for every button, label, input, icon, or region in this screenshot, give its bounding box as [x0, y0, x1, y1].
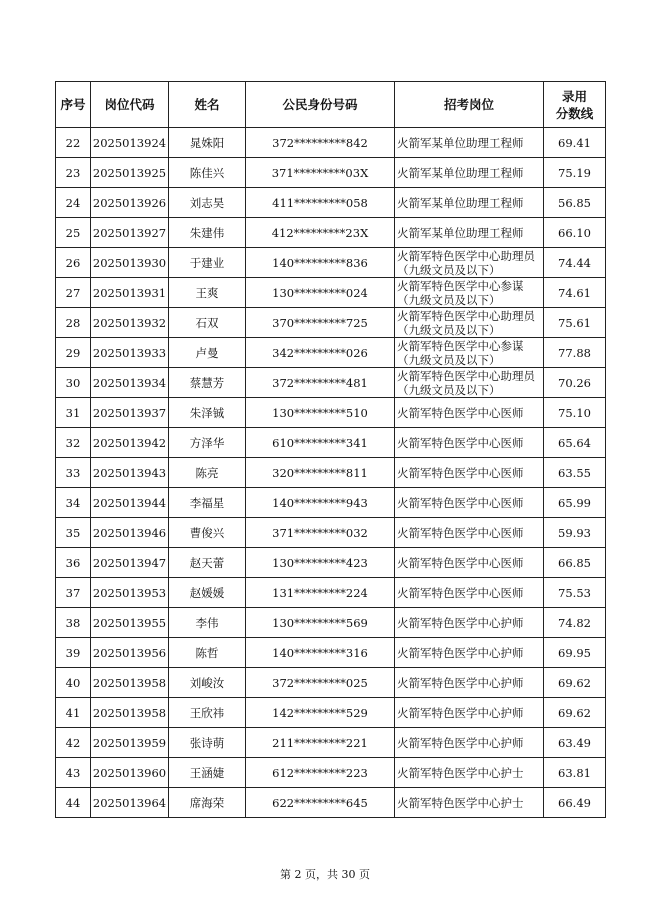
cell-position-code: 2025013927	[91, 218, 169, 248]
cell-score: 63.81	[544, 758, 606, 788]
cell-score: 56.85	[544, 188, 606, 218]
table-row	[56, 548, 606, 578]
cell-name: 王欣祎	[169, 698, 246, 728]
table-body	[56, 128, 606, 818]
cell-name: 赵媛媛	[169, 578, 246, 608]
table-row	[56, 578, 606, 608]
cell-post: 火箭军特色医学中心护士	[395, 788, 544, 818]
cell-position-code: 2025013944	[91, 488, 169, 518]
cell-name: 于建业	[169, 248, 246, 278]
cell-index: 24	[56, 188, 91, 218]
cell-name: 石双	[169, 308, 246, 338]
cell-name: 李伟	[169, 608, 246, 638]
table-row	[56, 758, 606, 788]
cell-post: 火箭军特色医学中心医师	[395, 578, 544, 608]
cell-score: 63.55	[544, 458, 606, 488]
table-row	[56, 368, 606, 398]
cell-name: 曹俊兴	[169, 518, 246, 548]
cell-id-number: 140*********836	[246, 248, 395, 278]
table-row	[56, 668, 606, 698]
cell-index: 28	[56, 308, 91, 338]
table-header-row	[56, 82, 606, 128]
cell-post: 火箭军特色医学中心护师	[395, 728, 544, 758]
cell-index: 31	[56, 398, 91, 428]
cell-id-number: 130*********423	[246, 548, 395, 578]
cell-name: 陈哲	[169, 638, 246, 668]
table-row	[56, 488, 606, 518]
table-row	[56, 728, 606, 758]
cell-index: 30	[56, 368, 91, 398]
cell-position-code: 2025013931	[91, 278, 169, 308]
cell-index: 33	[56, 458, 91, 488]
cell-id-number: 130*********569	[246, 608, 395, 638]
cell-index: 32	[56, 428, 91, 458]
cell-id-number: 371*********03X	[246, 158, 395, 188]
cell-index: 37	[56, 578, 91, 608]
cell-index: 27	[56, 278, 91, 308]
cell-score: 77.88	[544, 338, 606, 368]
cell-score: 69.62	[544, 698, 606, 728]
cell-score: 69.95	[544, 638, 606, 668]
cell-score: 59.93	[544, 518, 606, 548]
cell-score: 69.41	[544, 128, 606, 158]
cell-id-number: 610*********341	[246, 428, 395, 458]
table-row	[56, 218, 606, 248]
header-post: 招考岗位	[395, 82, 544, 128]
cell-index: 40	[56, 668, 91, 698]
cell-post: 火箭军特色医学中心护士	[395, 758, 544, 788]
cell-position-code: 2025013947	[91, 548, 169, 578]
cell-position-code: 2025013959	[91, 728, 169, 758]
cell-post: 火箭军特色医学中心医师	[395, 398, 544, 428]
cell-score: 74.82	[544, 608, 606, 638]
header-index: 序号	[56, 82, 91, 128]
cell-post: 火箭军特色医学中心助理员（九级文员及以下）	[395, 248, 544, 278]
table-row	[56, 158, 606, 188]
cell-position-code: 2025013958	[91, 668, 169, 698]
cell-name: 刘志昊	[169, 188, 246, 218]
cell-id-number: 372*********842	[246, 128, 395, 158]
cell-position-code: 2025013955	[91, 608, 169, 638]
cell-id-number: 130*********510	[246, 398, 395, 428]
cell-index: 34	[56, 488, 91, 518]
header-score-line1: 录用	[561, 88, 587, 104]
cell-name: 陈亮	[169, 458, 246, 488]
cell-id-number: 140*********943	[246, 488, 395, 518]
table-row	[56, 788, 606, 818]
table-row	[56, 278, 606, 308]
table-row	[56, 188, 606, 218]
cell-position-code: 2025013930	[91, 248, 169, 278]
cell-post: 火箭军特色医学中心医师	[395, 458, 544, 488]
cell-name: 朱泽铖	[169, 398, 246, 428]
cell-id-number: 140*********316	[246, 638, 395, 668]
cell-id-number: 320*********811	[246, 458, 395, 488]
cell-score: 65.99	[544, 488, 606, 518]
cell-index: 23	[56, 158, 91, 188]
cell-score: 75.10	[544, 398, 606, 428]
cell-score: 66.85	[544, 548, 606, 578]
cell-name: 卢曼	[169, 338, 246, 368]
cell-position-code: 2025013964	[91, 788, 169, 818]
cell-position-code: 2025013943	[91, 458, 169, 488]
cell-id-number: 131*********224	[246, 578, 395, 608]
cell-index: 36	[56, 548, 91, 578]
cell-name: 方泽华	[169, 428, 246, 458]
table-row	[56, 458, 606, 488]
cell-name: 李福星	[169, 488, 246, 518]
cell-post: 火箭军某单位助理工程师	[395, 188, 544, 218]
cell-id-number: 372*********025	[246, 668, 395, 698]
cell-name: 席海荣	[169, 788, 246, 818]
cell-index: 43	[56, 758, 91, 788]
cell-index: 22	[56, 128, 91, 158]
cell-name: 朱建伟	[169, 218, 246, 248]
cell-index: 44	[56, 788, 91, 818]
table-row	[56, 338, 606, 368]
cell-id-number: 612*********223	[246, 758, 395, 788]
cell-post: 火箭军特色医学中心医师	[395, 518, 544, 548]
cell-position-code: 2025013937	[91, 398, 169, 428]
cell-name: 蔡慧芳	[169, 368, 246, 398]
cell-score: 69.62	[544, 668, 606, 698]
cell-post: 火箭军特色医学中心参谋（九级文员及以下）	[395, 338, 544, 368]
cell-index: 29	[56, 338, 91, 368]
cell-name: 王爽	[169, 278, 246, 308]
cell-post: 火箭军特色医学中心参谋（九级文员及以下）	[395, 278, 544, 308]
cell-position-code: 2025013934	[91, 368, 169, 398]
cell-score: 65.64	[544, 428, 606, 458]
cell-post: 火箭军特色医学中心医师	[395, 548, 544, 578]
header-name: 姓名	[169, 82, 246, 128]
cell-name: 赵天蕾	[169, 548, 246, 578]
cell-name: 张诗萌	[169, 728, 246, 758]
header-id-number: 公民身份号码	[246, 82, 395, 128]
header-score-line2: 分数线	[555, 105, 594, 121]
cell-post: 火箭军特色医学中心助理员（九级文员及以下）	[395, 308, 544, 338]
cell-score: 66.10	[544, 218, 606, 248]
cell-position-code: 2025013932	[91, 308, 169, 338]
cell-id-number: 371*********032	[246, 518, 395, 548]
cell-index: 26	[56, 248, 91, 278]
cell-index: 42	[56, 728, 91, 758]
cell-post: 火箭军特色医学中心护师	[395, 698, 544, 728]
cell-id-number: 211*********221	[246, 728, 395, 758]
table-row	[56, 398, 606, 428]
cell-index: 38	[56, 608, 91, 638]
cell-score: 75.19	[544, 158, 606, 188]
cell-post: 火箭军特色医学中心护师	[395, 638, 544, 668]
cell-id-number: 622*********645	[246, 788, 395, 818]
cell-score: 75.53	[544, 578, 606, 608]
cell-position-code: 2025013926	[91, 188, 169, 218]
cell-score: 70.26	[544, 368, 606, 398]
cell-id-number: 412*********23X	[246, 218, 395, 248]
cell-id-number: 342*********026	[246, 338, 395, 368]
cell-id-number: 130*********024	[246, 278, 395, 308]
table-row	[56, 428, 606, 458]
table-row	[56, 608, 606, 638]
cell-position-code: 2025013956	[91, 638, 169, 668]
cell-id-number: 370*********725	[246, 308, 395, 338]
cell-score: 74.44	[544, 248, 606, 278]
cell-post: 火箭军特色医学中心医师	[395, 428, 544, 458]
cell-position-code: 2025013958	[91, 698, 169, 728]
table-row	[56, 698, 606, 728]
cell-score: 66.49	[544, 788, 606, 818]
table-row	[56, 248, 606, 278]
cell-name: 刘峻汝	[169, 668, 246, 698]
admission-score-table	[55, 81, 606, 818]
cell-position-code: 2025013953	[91, 578, 169, 608]
cell-post: 火箭军特色医学中心医师	[395, 488, 544, 518]
cell-position-code: 2025013933	[91, 338, 169, 368]
table-row	[56, 308, 606, 338]
cell-id-number: 411*********058	[246, 188, 395, 218]
cell-position-code: 2025013946	[91, 518, 169, 548]
cell-index: 25	[56, 218, 91, 248]
table-row	[56, 518, 606, 548]
cell-post: 火箭军某单位助理工程师	[395, 128, 544, 158]
header-position-code: 岗位代码	[91, 82, 169, 128]
cell-post: 火箭军特色医学中心助理员（九级文员及以下）	[395, 368, 544, 398]
cell-position-code: 2025013925	[91, 158, 169, 188]
cell-position-code: 2025013960	[91, 758, 169, 788]
cell-score: 75.61	[544, 308, 606, 338]
cell-post: 火箭军特色医学中心护师	[395, 608, 544, 638]
cell-name: 陈佳兴	[169, 158, 246, 188]
cell-name: 王涵婕	[169, 758, 246, 788]
cell-index: 41	[56, 698, 91, 728]
cell-post: 火箭军某单位助理工程师	[395, 158, 544, 188]
cell-position-code: 2025013924	[91, 128, 169, 158]
table-row	[56, 128, 606, 158]
page-footer: 第 2 页，共 30 页	[280, 868, 370, 881]
cell-post: 火箭军特色医学中心护师	[395, 668, 544, 698]
cell-post: 火箭军某单位助理工程师	[395, 218, 544, 248]
cell-index: 35	[56, 518, 91, 548]
cell-score: 74.61	[544, 278, 606, 308]
header-score	[544, 82, 606, 128]
cell-id-number: 142*********529	[246, 698, 395, 728]
table-row	[56, 638, 606, 668]
cell-id-number: 372*********481	[246, 368, 395, 398]
cell-name: 晁姝阳	[169, 128, 246, 158]
cell-score: 63.49	[544, 728, 606, 758]
cell-position-code: 2025013942	[91, 428, 169, 458]
cell-index: 39	[56, 638, 91, 668]
